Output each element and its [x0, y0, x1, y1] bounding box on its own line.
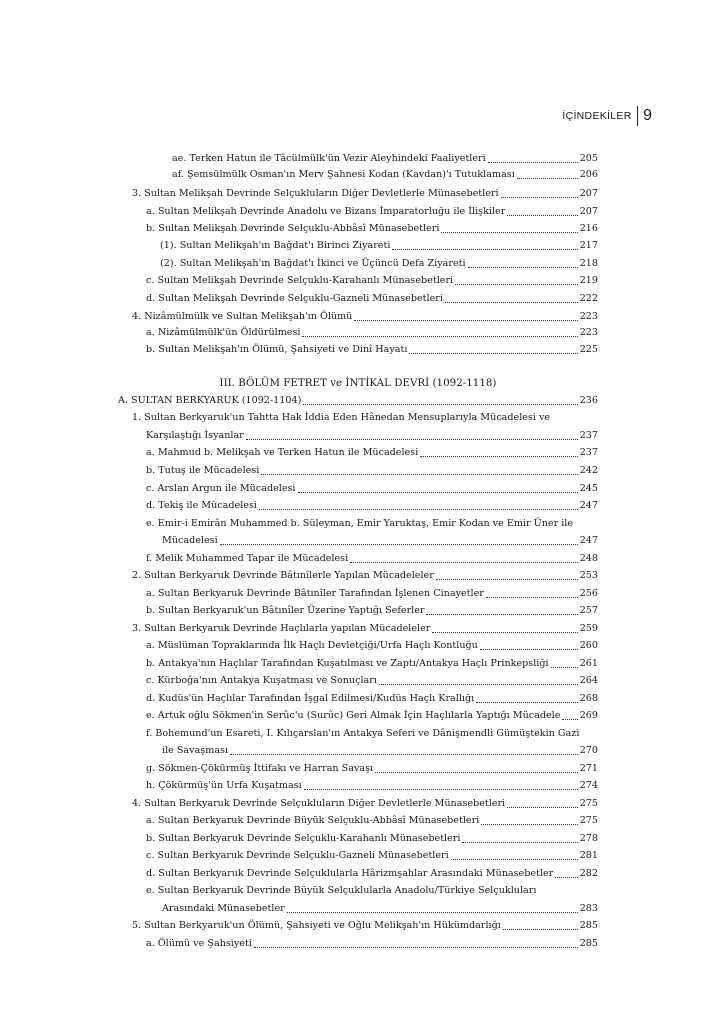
toc-entry[interactable]: g. Sökmen-Çökürmüş İttifakı ve Harran Savaşı 271 — [146, 763, 598, 774]
toc-entry[interactable]: ae. Terken Hatun ile Tâcülmülk'ün Vezir Aleyhindeki Faaliyetleri 205 — [172, 153, 598, 164]
toc-entry[interactable]: a. Mahmud b. Melikşah ve Terken Hatun ile Mücadelesi 237 — [146, 447, 598, 458]
toc-entry[interactable]: b. Sultan Berkyaruk Devrinde Selçuklu-Karahanlı Münasebetleri 278 — [146, 833, 598, 844]
toc-entry[interactable]: a. Sultan Berkyaruk Devrinde Bâtınîler Tarafından İşlenen Cinayetler 256 — [146, 588, 598, 599]
header-page-number: 9 — [643, 107, 652, 124]
toc-entry[interactable]: Mücadelesi 247 — [162, 535, 598, 546]
toc-entry[interactable]: ile Savaşması 270 — [162, 745, 598, 756]
toc-entry-line: e. Sultan Berkyaruk Devrinde Büyük Selçuklularla Anadolu/Türkiye Selçukluları — [146, 885, 537, 896]
toc-entry-line: e. Emir-i Emirân Muhammed b. Süleyman, Emir Yaruktaş, Emir Kodan ve Emir Üner ile — [146, 518, 574, 529]
toc-entry[interactable]: a. Sultan Melikşah Devrinde Anadolu ve Bizans İmparatorluğu ile İlişkiler 207 — [146, 206, 598, 217]
toc-entry[interactable]: d. Kudüs'ün Haçlılar Tarafından İşgal Edilmesi/Kudüs Haçlı Krallığı 268 — [146, 693, 598, 704]
toc-entry[interactable]: a. Nizâmülmülk'ün Öldürülmesi 223 — [146, 327, 598, 338]
toc-entry[interactable]: c. Sultan Melikşah Devrinde Selçuklu-Karahanlı Münasebetleri 219 — [146, 275, 598, 286]
toc-entry[interactable]: c. Arslan Argun ile Mücadelesi 245 — [146, 483, 598, 494]
toc-entry[interactable]: b. Sultan Berkyaruk'un Bâtınîler Üzerine Yaptığı Seferler 257 — [146, 605, 598, 616]
toc-entry[interactable]: a. Sultan Berkyaruk Devrinde Büyük Selçuklu-Abbâsî Münasebetleri 275 — [146, 815, 598, 826]
toc-entry[interactable]: (1). Sultan Melikşah'ın Bağdat'ı Birinci Ziyareti 217 — [160, 240, 598, 251]
toc-entry[interactable]: b. Sultan Melikşah Devrinde Selçuklu-Abbâsî Münasebetleri 216 — [146, 223, 598, 234]
toc-entry[interactable]: A. SULTAN BERKYARUK (1092-1104) 236 — [118, 395, 598, 406]
header-title: İÇİNDEKİLER — [562, 110, 632, 122]
toc-entry[interactable]: 3. Sultan Melikşah Devrinde Selçukluların Diğer Devletlerle Münasebetleri 207 — [132, 188, 598, 199]
toc-entry[interactable]: Arasındaki Münasebetler 283 — [162, 903, 598, 914]
toc-entry[interactable]: e. Artuk oğlu Sökmen'in Serûc'u (Surûc) Geri Almak İçin Haçlılarla Yaptığı Mücadele 269 — [146, 710, 598, 721]
toc-entry[interactable]: d. Sultan Berkyaruk Devrinde Selçuklularla Hârizmşahlar Arasındaki Münasebetler 282 — [146, 868, 598, 879]
toc-entry[interactable]: f. Melik Muhammed Tapar ile Mücadelesi 248 — [146, 553, 598, 564]
toc-entry[interactable]: c. Sultan Berkyaruk Devrinde Selçuklu-Gazneli Münasebetleri 281 — [146, 850, 598, 861]
toc-entry[interactable]: Karşılaştığı İsyanlar 237 — [146, 430, 598, 441]
toc-entry[interactable]: 4. Nizâmülmülk ve Sultan Melikşah'ın Ölümü 223 — [132, 311, 598, 322]
section-title: III. BÖLÜM FETRET ve İNTİKAL DEVRİ (1092-1118) — [219, 377, 497, 389]
toc-entry[interactable]: 5. Sultan Berkyaruk'un Ölümü, Şahsiyeti ve Oğlu Melikşah'ın Hükümdarlığı 285 — [132, 920, 598, 931]
toc-entry[interactable]: a. Ölümü ve Şahsiyeti 285 — [146, 938, 598, 949]
toc-entry[interactable]: b. Antakya'nın Haçlılar Tarafından Kuşatılması ve Zaptı/Antakya Haçlı Prinkepsliği 261 — [146, 658, 598, 669]
toc-entry-line: f. Bohemund'un Esareti, I. Kılıçarslan'ın Antakya Seferi ve Dânişmendli Gümüştekin Gazi — [146, 728, 580, 739]
toc-entry[interactable]: b. Tutuş ile Mücadelesi 242 — [146, 465, 598, 476]
toc-entry-line: 1. Sultan Berkyaruk'un Tahtta Hak İddia Eden Hânedan Mensuplarıyla Mücadelesi ve — [132, 412, 551, 423]
toc-entry[interactable]: d. Sultan Melikşah Devrinde Selçuklu-Gazneli Münasebetleri 222 — [146, 293, 598, 304]
toc-entry[interactable]: b. Sultan Melikşah'ın Ölümü, Şahsiyeti ve Dinî Hayatı 225 — [146, 344, 598, 355]
toc-entry[interactable]: 2. Sultan Berkyaruk Devrinde Bâtınîlerle Yapılan Mücadeleler 253 — [132, 570, 598, 581]
toc-entry[interactable]: 4. Sultan Berkyaruk Devrinde Selçukluların Diğer Devletlerle Münasebetleri 275 — [132, 798, 598, 809]
toc-entry[interactable]: h. Çökürmüş'ün Urfa Kuşatması 274 — [146, 780, 598, 791]
toc-entry[interactable]: af. Şemsülmülk Osman'ın Merv Şahnesi Kodan (Kavdan)'ı Tutuklaması 206 — [172, 169, 598, 180]
toc-entry[interactable]: a. Müslüman Topraklarında İlk Haçlı Devletçiği/Urfa Haçlı Kontluğu 260 — [146, 640, 598, 651]
toc-entry[interactable]: c. Kürboğa'nın Antakya Kuşatması ve Sonuçları 264 — [146, 675, 598, 686]
toc-entry[interactable]: d. Tekiş ile Mücadelesi 247 — [146, 500, 598, 511]
toc-entry[interactable]: 3. Sultan Berkyaruk Devrinde Haçlılarla yapılan Mücadeleler 259 — [132, 623, 598, 634]
toc-entry[interactable]: (2). Sultan Melikşah'ın Bağdat'ı İkinci ve Üçüncü Defa Ziyareti 218 — [160, 258, 598, 269]
